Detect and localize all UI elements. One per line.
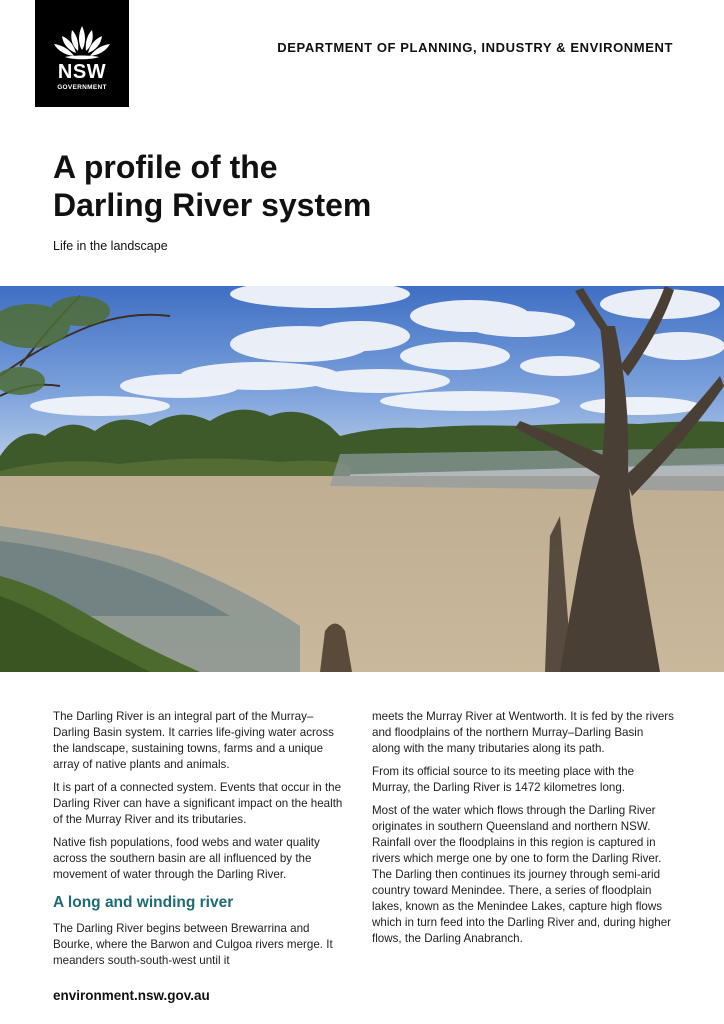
- title-line-1: A profile of the: [53, 149, 278, 185]
- paragraph: The Darling River is an integral part of the Murray–Darling Basin system. It carries life-giving water across the landscape, sustaining towns, farms and a unique array of native plants and animals.: [53, 710, 334, 771]
- section-heading: A long and winding river: [53, 894, 234, 911]
- paragraph: Most of the water which flows through the Darling River originates in southern Queensland and northern NSW. Rainfall over the floodplains in this region is captured in rivers which merge one by one to form the Darling River. The Darling then continues its journey through semi-arid country toward Menindee. There, a series of floodplain lakes, known as the Menindee Lakes, capture high flows which in turn feed into the Darling River and, during higher flows, the Darling Anabranch.: [372, 804, 672, 945]
- logo-nsw-text: NSW: [57, 61, 107, 83]
- waratah-flower-icon: [51, 24, 113, 60]
- paragraph: The Darling River begins between Brewarrina and Bourke, where the Barwon and Culgoa rivers merge. It meanders south-south-west until it: [53, 922, 333, 967]
- title-line-2: Darling River system: [53, 187, 372, 223]
- right-text-column: [372, 709, 674, 954]
- logo-government-text: GOVERNMENT: [57, 84, 107, 91]
- paragraph: Native fish populations, food webs and water quality across the southern basin are all influenced by the movement of water through the Darling River.: [53, 836, 320, 881]
- left-text-column: [53, 709, 349, 976]
- footer-website-link[interactable]: environment.nsw.gov.au: [53, 988, 210, 1003]
- paragraph: From its official source to its meeting place with the Murray, the Darling River is 1472 kilometres long.: [372, 765, 635, 794]
- paragraph: It is part of a connected system. Events that occur in the Darling River can have a significant impact on the health of the Murray River and its tributaries.: [53, 781, 343, 826]
- paragraph: meets the Murray River at Wentworth. It is fed by the rivers and floodplains of the northern Murray–Darling Basin along with the many tributaries along its path.: [372, 710, 674, 755]
- page-subtitle: Life in the landscape: [53, 239, 168, 253]
- nsw-government-logo: [35, 0, 129, 107]
- hero-river-photo: [0, 286, 724, 672]
- page-title: [53, 148, 553, 224]
- department-name: DEPARTMENT OF PLANNING, INDUSTRY & ENVIRONMENT: [277, 40, 673, 55]
